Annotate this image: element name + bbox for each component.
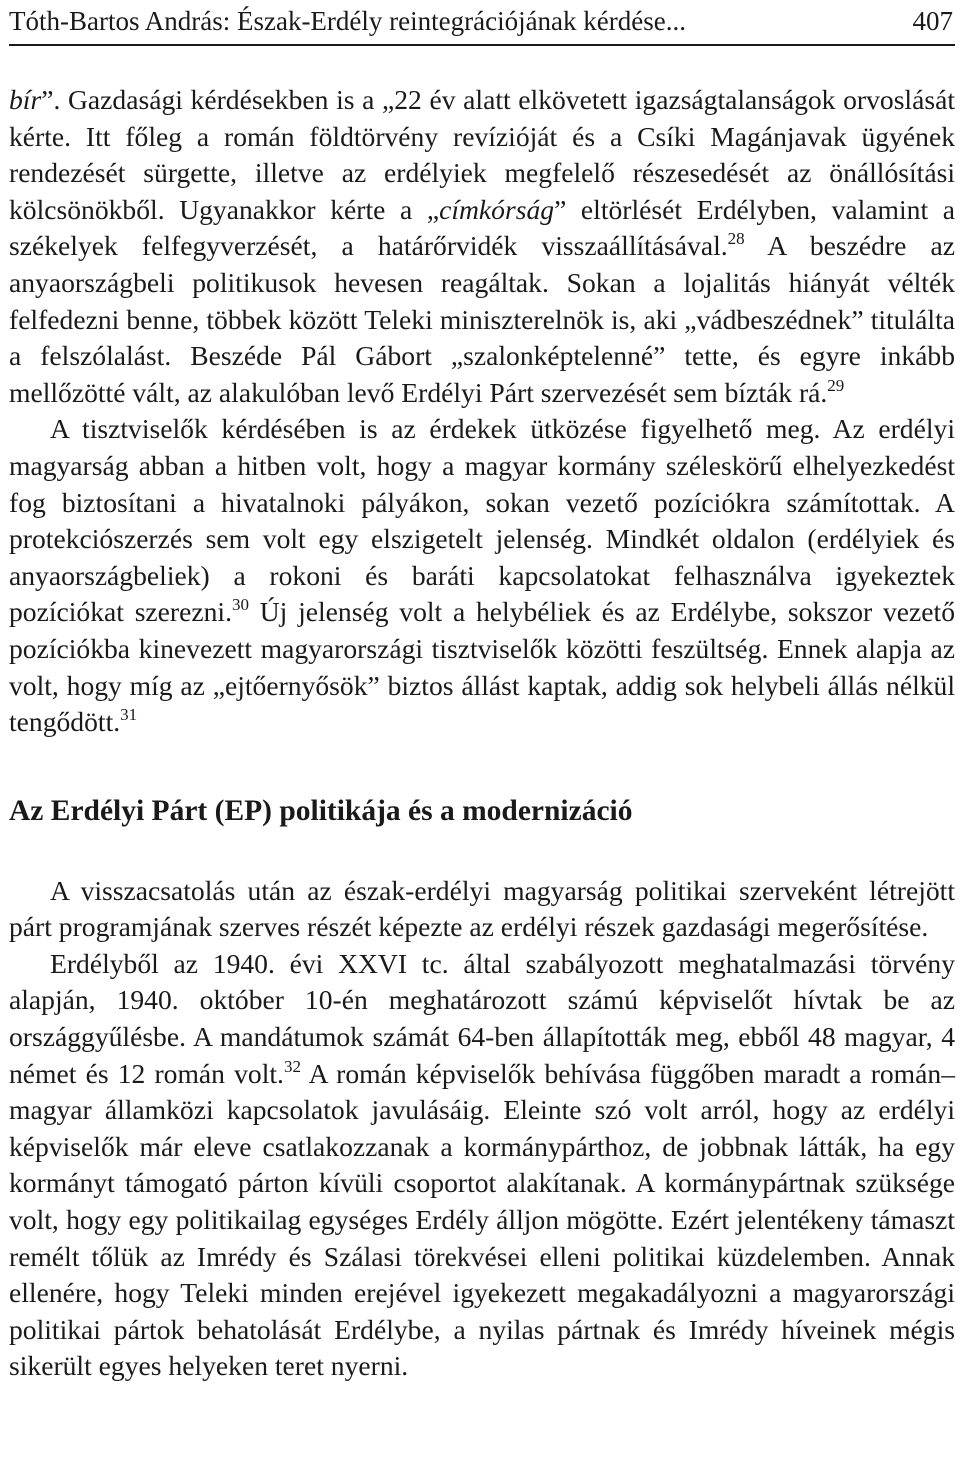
section-paragraph-1 <box>9 873 955 946</box>
running-title: Tóth-Bartos András: Észak-Erdély reintegrációjának kérdése... <box>9 6 686 36</box>
italic-term: címkórság <box>439 193 555 225</box>
footnote-ref: 29 <box>827 375 845 395</box>
text-run: A visszacsatolás után az észak-erdélyi magyarság politikai szerveként létrejött párt programjának szerves részét képezte az erdélyi részek gazdasági megerősítése. <box>9 874 955 943</box>
text-run: A tisztviselők kérdésében is az érdekek ütközése figyelhető meg. Az erdélyi magyarság abban a hitben volt, hogy a magyar kormány széleskörű elhelyezkedést fog biztosítani a hivatalnoki pályákon, sokan vezető pozíciókra számítottak. A protekciószerzés sem volt egy elszigetelt jelenség. Mindkét oldalon (erdélyiek és anyaországbeliek) a rokoni és baráti kapcsolatokat felhasználva igyekeztek pozíciókat szerezni. <box>9 413 955 628</box>
book-page <box>9 0 955 1385</box>
page-number: 407 <box>912 6 953 36</box>
section-heading: Az Erdélyi Párt (EP) politikája és a modernizáció <box>9 794 633 827</box>
text-run: Új jelenség volt a helybéliek és az Erdélybe, sokszor vezető pozíciókba kinevezett magyarországi tisztviselők közötti feszültség. Ennek alapja az volt, hogy míg az „ejtőernyősök” biztos állást kaptak, addig sok helybeli állás nélkül tengődött. <box>9 596 956 738</box>
text-run: A beszédre az anyaországbeli politikusok hevesen reagáltak. Sokan a lojalitás hiányát vélték felfedezni benne, többek között Teleki miniszterelnök is, aki „vádbeszédnek” titulálta a felszólalást. Beszéde Pál Gábort „szalonképtelenné” tette, és egyre inkább mellőzötté vált, az alakulóban levő Erdélyi Párt szervezését sem bízták rá. <box>9 230 955 408</box>
text-run: ” eltörlését Erdélyben, valamint a székelyek felfegyverzését, a határőrvidék visszaállításával. <box>9 193 955 262</box>
text-run: A román képviselők behívása függőben maradt a román–magyar államközi kapcsolatok javulásáig. Eleinte szó volt arról, hogy az erdélyi képviselők már eleve csatlakozzanak a kormánypárthoz, de jobbnak látták, ha egy kormányt támogató párton kívüli csoportot alakítanak. A kormánypártnak szüksége volt, hogy egy politikailag egységes Erdély álljon mögötte. Ezért jelentékeny támaszt remélt tőlük az Imrédy és Szálasi törekvései elleni politikai küzdelemben. Annak ellenére, hogy Teleki minden erejével igyekezett megakadályozni a magyarországi politikai pártok behatolását Erdélybe, a nyilas pártnak és Imrédy híveinek mégis sikerült egyes helyeken teret nyerni. <box>9 1057 955 1382</box>
footnote-ref: 30 <box>231 595 249 615</box>
section-paragraph-2 <box>9 946 955 1385</box>
footnote-ref: 31 <box>120 705 138 725</box>
body-paragraph-2 <box>9 411 955 740</box>
text-run: ”. Gazdasági kérdésekben is a „22 év alatt elkövetett igazságtalanságok orvoslását kérte. Itt főleg a román földtörvény revízióját és a Csíki Magánjavak ügyének rendezését sürgette, illetve az erdélyiek megfelelő részesedését az önállósítási kölcsönökből. Ugyanakkor kérte a „ <box>9 84 955 225</box>
italic-term: bír <box>9 84 42 115</box>
text-run: Erdélyből az 1940. évi XXVI tc. által szabályozott meghatalmazási törvény alapján, 1940. október 10-én meghatározott számú képviselőt hívtak be az országgyűlésbe. A mandátumok számát 64-ben állapították meg, ebből 48 magyar, 4 német és 12 román volt. <box>9 947 955 1089</box>
body-paragraph-1 <box>9 82 955 411</box>
running-header <box>9 0 955 46</box>
footnote-ref: 28 <box>727 229 745 249</box>
footnote-ref: 32 <box>283 1056 301 1076</box>
